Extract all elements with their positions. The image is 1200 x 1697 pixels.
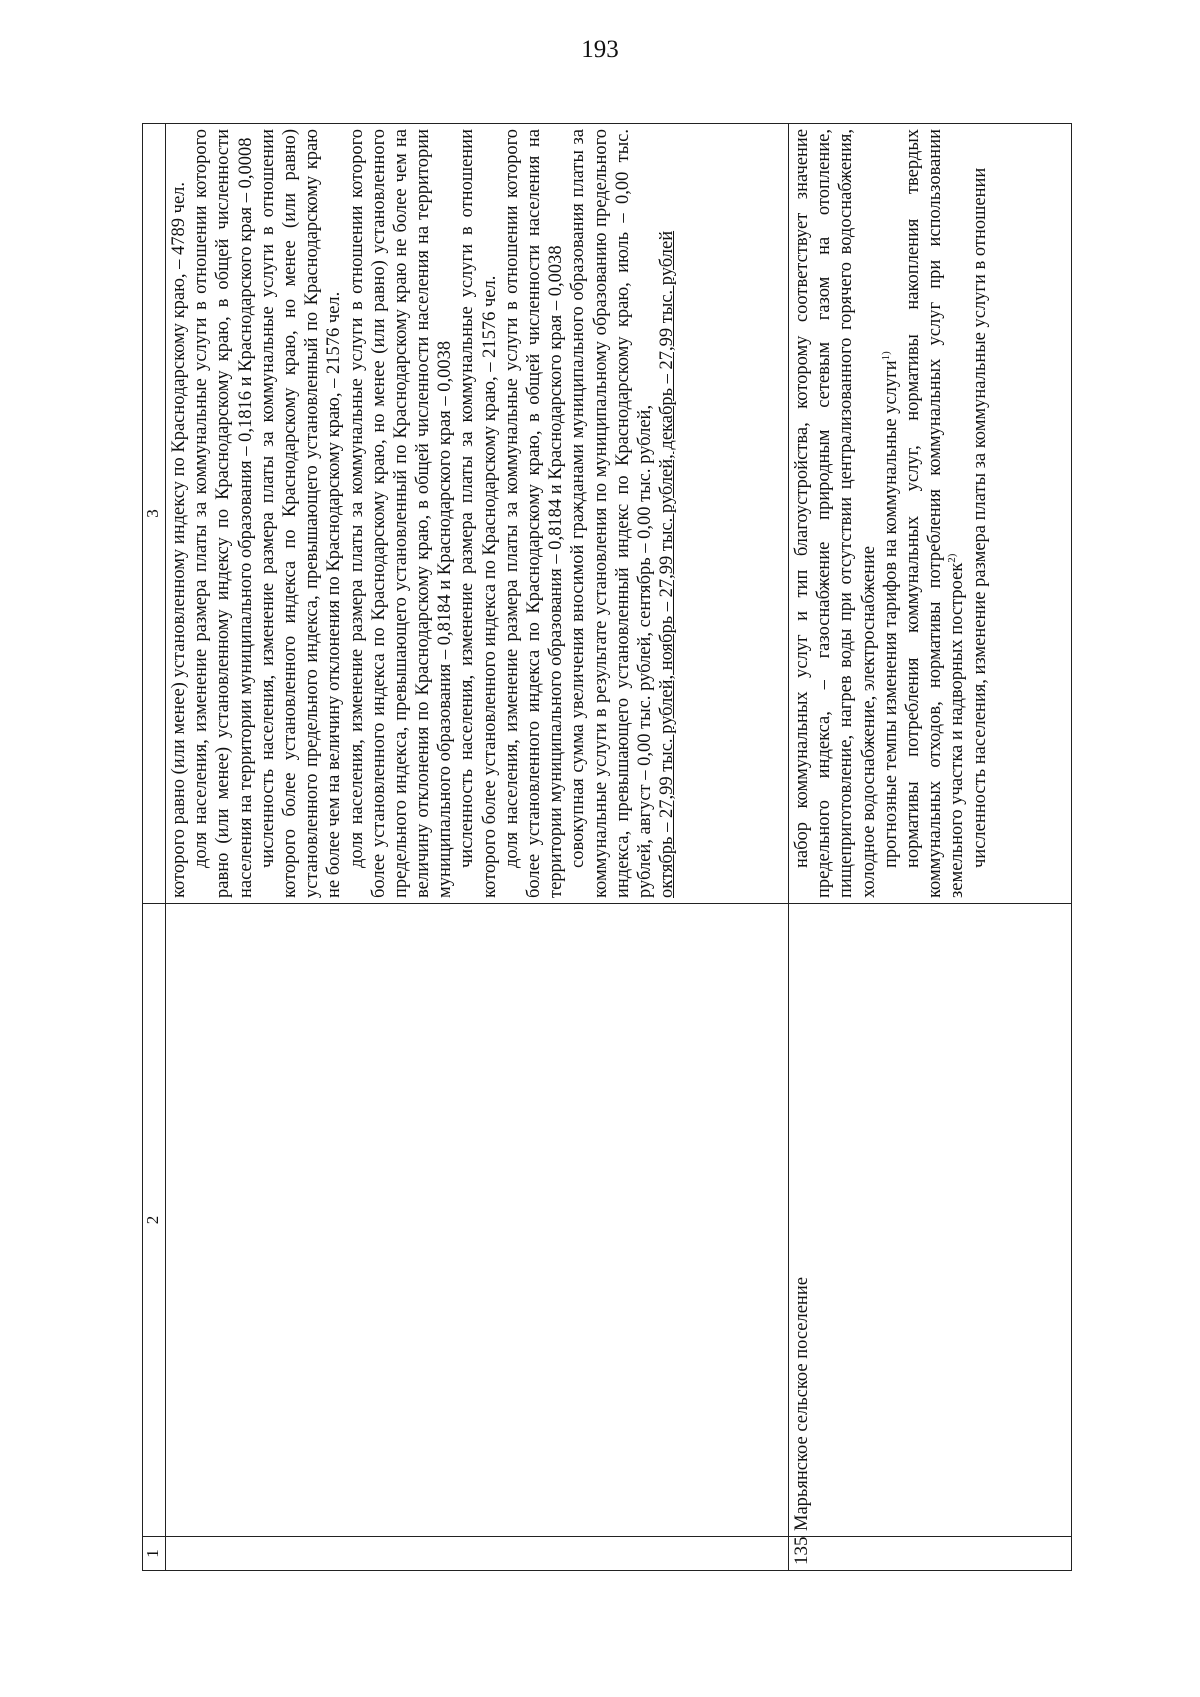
table-header-row xyxy=(143,124,166,1571)
table-row xyxy=(789,124,1072,1571)
detail-paragraph xyxy=(257,129,346,898)
detail-paragraph xyxy=(346,129,457,898)
detail-paragraph xyxy=(168,129,190,898)
detail-paragraph xyxy=(656,129,678,898)
paragraph-text: прогнозные темпы изменения тарифов на коммунальные услуги xyxy=(880,360,901,868)
row-number xyxy=(166,1537,789,1571)
footnote-ref: 1) xyxy=(879,351,892,361)
detail-paragraph xyxy=(190,129,257,898)
page-number: 193 xyxy=(581,36,619,63)
row-number: 135 xyxy=(789,1537,1072,1571)
paragraph-text: нормативы потребления коммунальных услуг, нормативы накопления твердых коммунальных отходов, нормативы потребления коммунальных услуг при использовании земельного участка и надворных построек xyxy=(902,129,968,898)
municipality-name xyxy=(166,904,789,1537)
detail-paragraph xyxy=(567,129,656,898)
table-row xyxy=(166,124,789,1571)
paragraph-text: которого равно (или менее) установленному индексу по Краснодарскому краю, – 4789 чел. xyxy=(169,181,189,898)
paragraph-text: набор коммунальных услуг и тип благоустройства, которому соответствует значение предельного индекса, – газоснабжение природным сетевым газом на отопление, пищеприготовление, нагрев воды при отсутствии централизованного горячего водоснабжения, холодное водоснабжение, электроснабжение xyxy=(792,129,879,898)
footnote-ref: 2) xyxy=(946,553,959,563)
paragraph-text: численность населения, изменение размера платы за коммунальные услуги в отношении которого более установленного индекса по Краснодарскому краю, – 21576 чел. xyxy=(457,129,500,898)
detail-paragraph xyxy=(791,129,880,898)
detail-paragraph xyxy=(902,129,969,898)
paragraph-text: доля населения, изменение размера платы за коммунальные услуги в отношении которого равно (или менее) установленному индексу по Краснодарскому краю, в общей численности населения на территории муниципального образования – 0,1816 и Краснодарского края – 0,0008 xyxy=(191,129,256,898)
row-details xyxy=(789,124,1072,904)
detail-paragraph xyxy=(969,129,991,898)
paragraph-text: доля населения, изменение размера платы за коммунальные услуги в отношении которого более установленного индекса по Краснодарскому краю, в общей численности населения на территории муниципального образования – 0,8184 и Краснодарского края – 0,0038 xyxy=(501,129,567,898)
paragraph-text: численность населения, изменение размера платы за коммунальные услуги в отношении xyxy=(969,167,990,868)
detail-paragraph xyxy=(880,129,902,898)
municipality-name: Марьянское сельское поселение xyxy=(789,904,1072,1537)
paragraph-text: октябрь – 27,99 тыс. рублей, ноябрь – 27,99 тыс. рублей, декабрь – 27,99 тыс. рублей xyxy=(657,230,678,898)
header-col-2: 2 xyxy=(143,904,166,1537)
rotated-table-wrapper xyxy=(142,124,1068,1571)
header-col-3: 3 xyxy=(143,124,166,904)
row-details xyxy=(166,124,789,904)
detail-paragraph xyxy=(501,129,568,898)
detail-paragraph xyxy=(456,129,500,898)
paragraph-text: доля населения, изменение размера платы за коммунальные услуги в отношении которого более установленного индекса по Краснодарскому краю, но менее (или равно) установленного предельного индекса, превышающего установленный по Краснодарскому краю не более чем на величину отклонения по Краснодарскому краю, в общей численности населения на территории муниципального образования – 0,8184 и Краснодарского края – 0,0038 xyxy=(346,129,456,898)
document-table xyxy=(142,123,1072,1571)
header-col-1: 1 xyxy=(143,1537,166,1571)
paragraph-text: численность населения, изменение размера платы за коммунальные услуги в отношении которого более установленного индекса по Краснодарскому краю, но менее (или равно) установленного предельного индекса, превышающего установленный по Краснодарскому краю не более чем на величину отклонения по Краснодарскому краю, – 21576 чел. xyxy=(257,129,345,898)
paragraph-text: совокупная сумма увеличения вносимой гражданами муниципального образования платы за коммунальные услуги в результате установления по муниципальному образованию предельного индекса, превышающего установленный индекс по Краснодарскому краю, июль – 0,00 тыс. рублей, август – 0,00 тыс. рублей, сентябрь – 0,00 тыс. рублей, xyxy=(568,129,655,898)
